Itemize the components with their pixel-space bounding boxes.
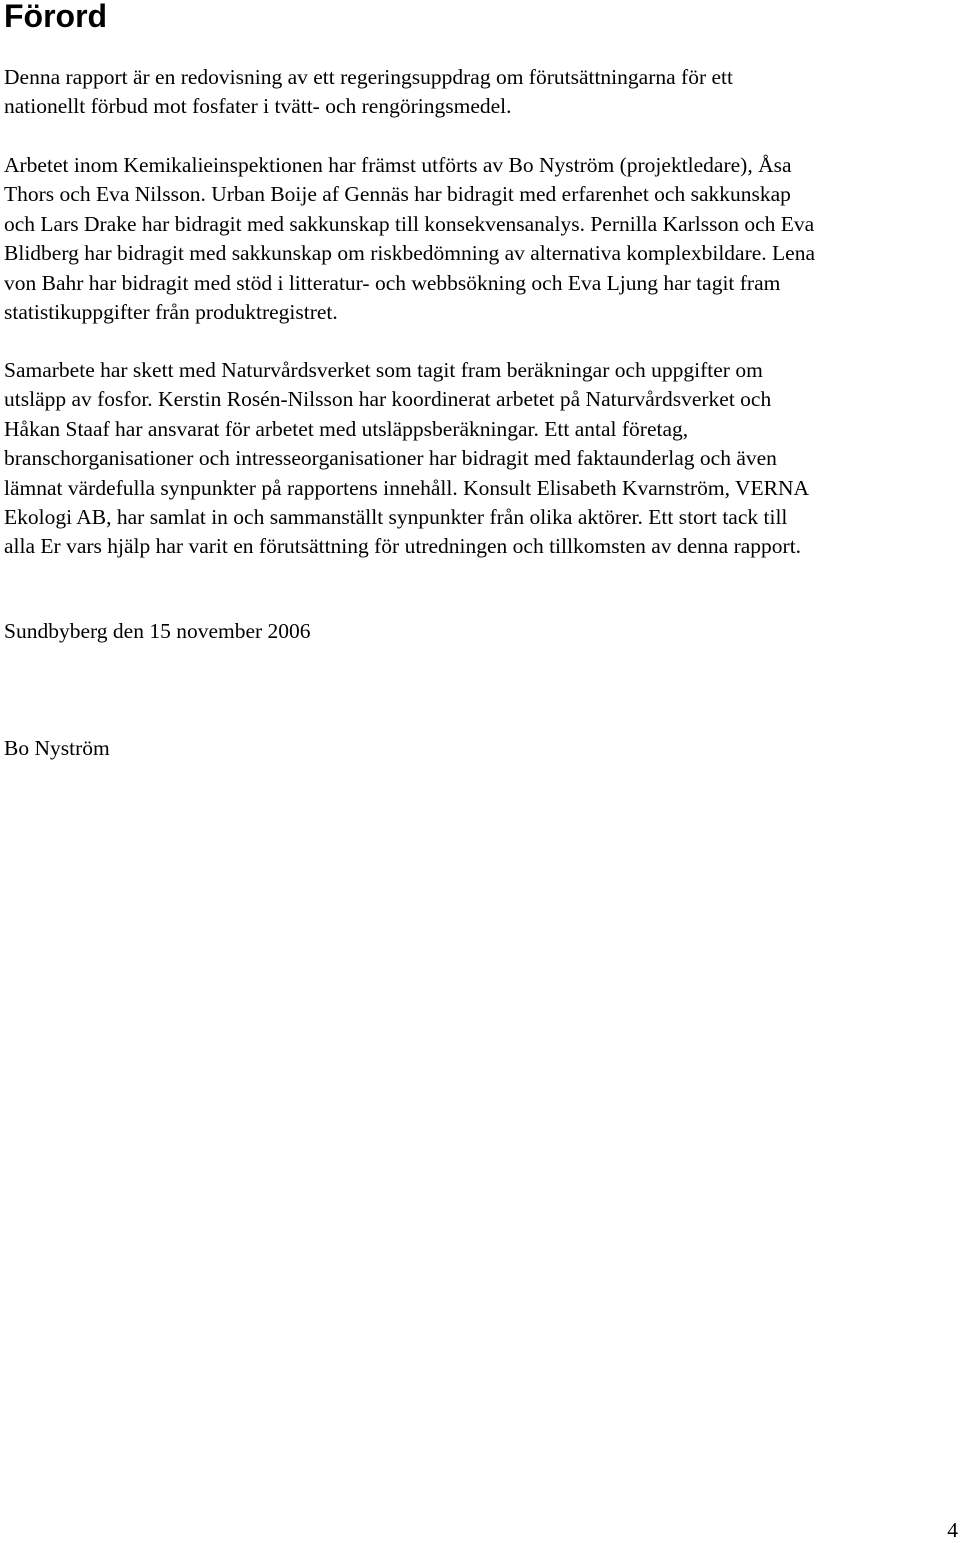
signature-name: Bo Nyström [4,736,110,760]
page-number: 4 [947,1518,958,1542]
page-title: Förord [4,0,108,34]
paragraph-intro: Denna rapport är en redovisning av ett regeringsuppdrag om förutsättningarna för ett nationellt förbud mot fosfater i tvätt- och rengöringsmedel. [4,65,733,119]
place-and-date: Sundbyberg den 15 november 2006 [4,619,311,643]
paragraph-contributors: Arbetet inom Kemikalieinspektionen har främst utförts av Bo Nyström (projektledare), Åsa Thors och Eva Nilsson. Urban Boije af Gennäs har bidragit med erfarenhet och sakkunskap och Lars Drake har bidragit med sakkunskap till konsekvensanalys. Pernilla Karlsson och Eva Blidberg har bidragit med sakkunskap om riskbedömning av alternativa komplexbildare. Lena von Bahr har bidragit med stöd i litteratur- och webbsökning och Eva Ljung har tagit fram statistikuppgifter från produktregistret. [4,153,816,325]
paragraph-collaboration: Samarbete har skett med Naturvårdsverket som tagit fram beräkningar och uppgifter om utsläpp av fosfor. Kerstin Rosén-Nilsson har koordinerat arbetet på Naturvårdsverket och Håkan Staaf har ansvarat för arbetet med utsläppsberäkningar. Ett antal företag, branschorganisationer och intresseorganisationer har bidragit med faktaunderlag och även lämnat värdefulla synpunkter på rapportens innehåll. Konsult Elisabeth Kvarnström, VERNA Ekologi AB, har samlat in och sammanställt synpunkter från olika aktörer. Ett stort tack till alla Er vars hjälp har varit en förutsättning för utredningen och tillkomsten av denna rapport. [4,358,810,559]
